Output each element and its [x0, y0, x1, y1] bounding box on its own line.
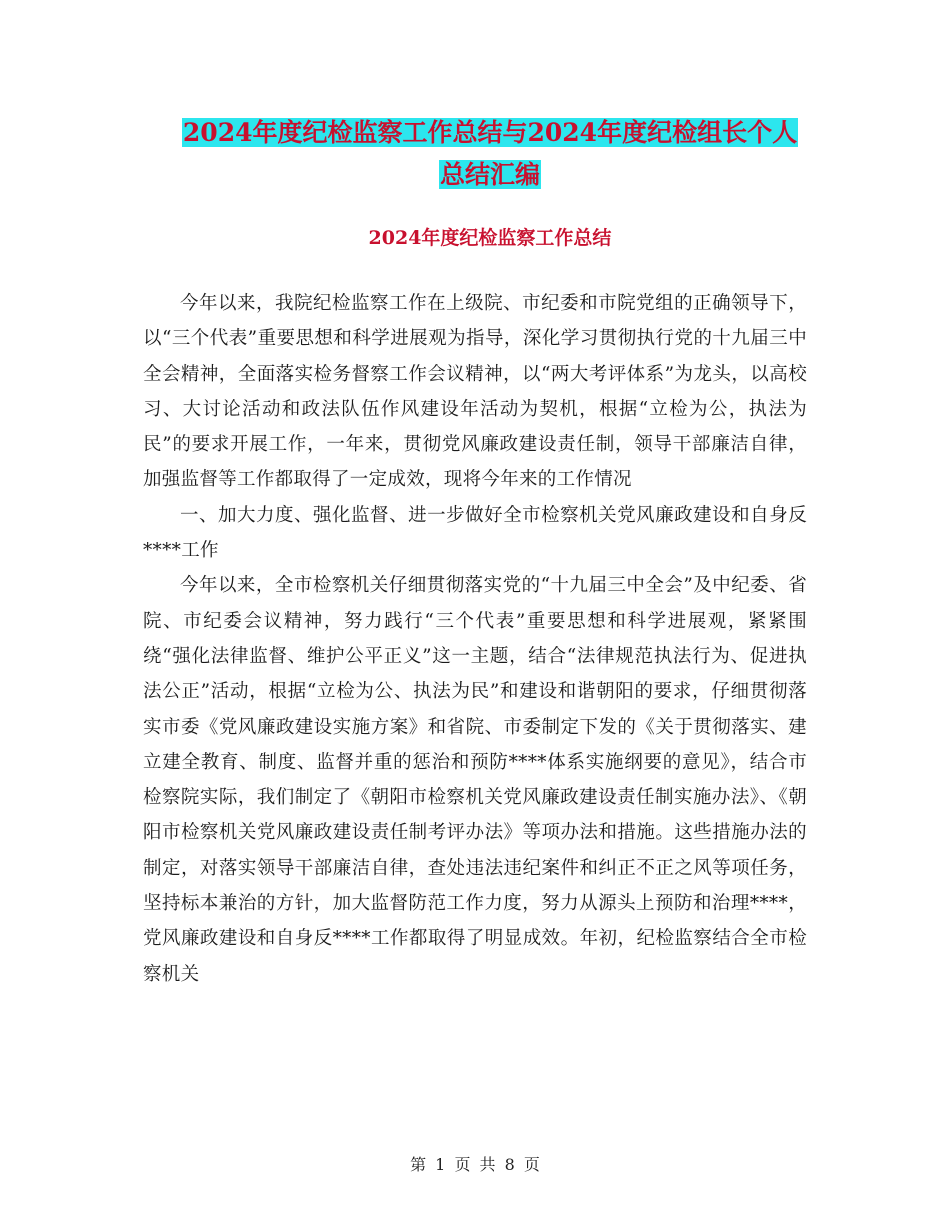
document-title-line-2: 总结汇编 [439, 160, 540, 189]
paragraph-intro: 今年以来，我院纪检监察工作在上级院、市纪委和市院党组的正确领导下，以“三个代表”重要思想和科学进展观为指导，深化学习贯彻执行党的十九届三中全会精神，全面落实检务督察工作会议精神，以“两大考评体系”为龙头，以高校习、大讨论活动和政法队伍作风建设年活动为契机，根据“立检为公，执法为民”的要求开展工作，一年来，贯彻党风廉政建设责任制，领导干部廉洁自律，加强监督等工作都取得了一定成效，现将今年来的工作情况 [143, 293, 807, 491]
section-title: 2024年度纪检监察工作总结 [368, 227, 612, 249]
paragraph-heading-1: 一、加大力度、强化监督、进一步做好全市检察机关党风廉政建设和自身反****工作 [143, 504, 807, 562]
document-title-line-1: 2024年度纪检监察工作总结与2024年度纪检组长个人 [182, 118, 798, 147]
paragraph-content-1: 今年以来，全市检察机关仔细贯彻落实党的“十九届三中全会”及中纪委、省院、市纪委会议精神，努力践行“三个代表”重要思想和科学进展观，紧紧围绕“强化法律监督、维护公平正义”这一主题，结合“法律规范执法行为、促进执法公正”活动，根据“立检为公、执法为民”和建设和谐朝阳的要求，仔细贯彻落实市委《党风廉政建设实施方案》和省院、市委制定下发的《关于贯彻落实、建立建全教育、制度、监督并重的惩治和预防****体系实施纲要的意见》，结合市检察院实际，我们制定了《朝阳市检察机关党风廉政建设责任制实施办法》、《朝阳市检察机关党风廉政建设责任制考评办法》等项办法和措施。这些措施办法的制定，对落实领导干部廉洁自律，查处违法违纪案件和纠正不正之风等项任务，坚持标本兼治的方针，加大监督防范工作力度，努力从源头上预防和治理****，党风廉政建设和自身反****工作都取得了明显成效。年初，纪检监察结合全市检察机关 [143, 575, 807, 985]
page-footer: 第 1 页 共 8 页 [410, 1155, 540, 1174]
document-title [140, 112, 840, 196]
document-body [143, 286, 807, 992]
